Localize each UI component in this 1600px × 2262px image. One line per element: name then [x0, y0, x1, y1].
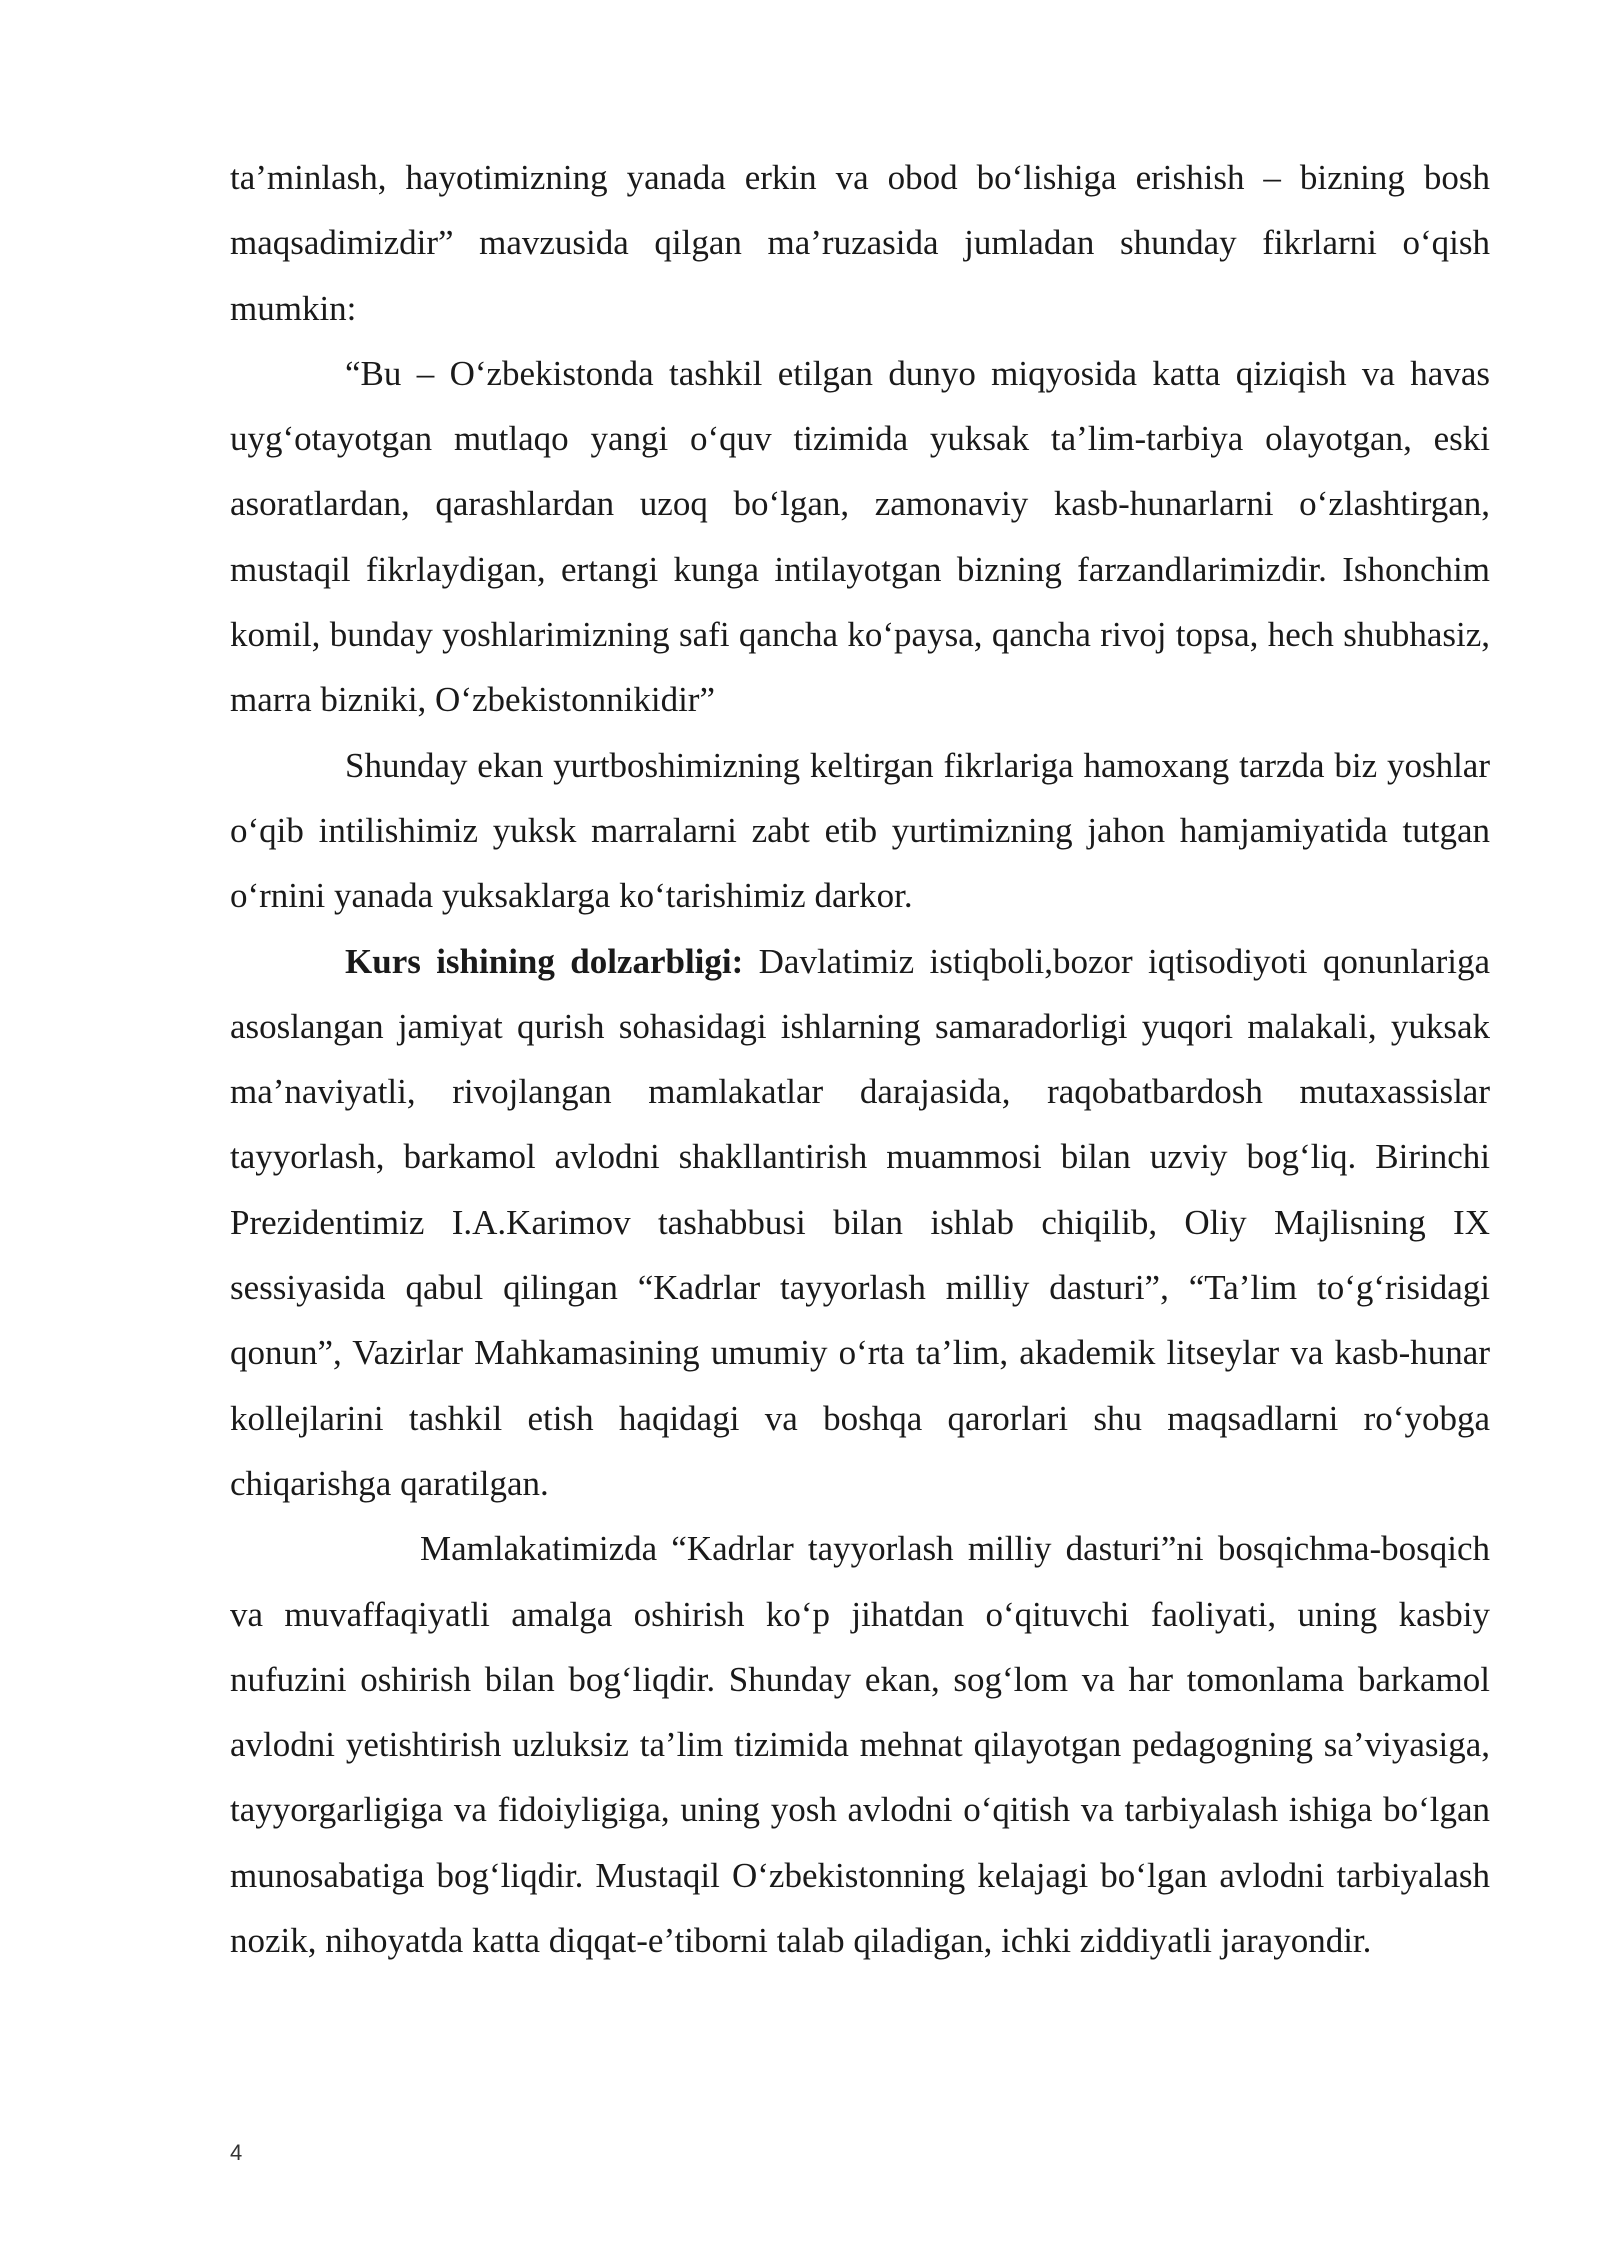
page-number: 4 [230, 2140, 243, 2165]
paragraph-5: Mamlakatimizda “Kadrlar tayyorlash milliy dasturi”ni bosqichma-bosqich va muvaffaqiyatli amalga oshirish ko‘p jihatdan o‘qituvchi faoliyati, uning kasbiy nufuzini oshirish bilan bog‘liqdir. Shunday ekan, sog‘lom va har tomonlama barkamol avlodni yetishtirish uzluksiz ta’lim tizimida mehnat qilayotgan pedagogning sa’viyasiga, tayyorgarligiga va fidoiyligiga, uning yosh avlodni o‘qitish va tarbiyalash ishiga bo‘lgan munosabatiga bog‘liqdir. Mustaqil O‘zbekistonning kelajagi bo‘lgan avlodni tarbiyalash nozik, nihoyatda katta diqqat-e’tiborni talab qiladigan, ichki ziddiyatli jarayondir. [230, 1529, 1490, 1961]
paragraph-4-body: Davlatimiz istiqboli,bozor iqtisodiyoti qonunlariga asoslangan jamiyat qurish sohasidagi ishlarning samaradorligi yuqori malakali, yuksak ma’naviyatli, rivojlangan mamlakatlar darajasida, raqobatbardosh mutaxassislar tayyorlash, barkamol avlodni shakllantirish muammosi bilan uzviy bog‘liq. Birinchi Prezidentimiz I.A.Karimov tashabbusi bilan ishlab chiqilib, Oliy Majlisning IX sessiyasida qabul qilingan “Kadrlar tayyorlash milliy dasturi”, “Ta’lim to‘g‘risidagi qonun”, Vazirlar Mahkamasining umumiy o‘rta ta’lim, akademik litseylar va kasb-hunar kollejlarini tashkil etish haqidagi va boshqa qarorlari shu maqsadlarni ro‘yobga chiqarishga qaratilgan. [230, 941, 1490, 1503]
paragraph-3: Shunday ekan yurtboshimizning keltirgan fikrlariga hamoxang tarzda biz yoshlar o‘qib intilishimiz yuksk marralarni zabt etib yurtimizning jahon hamjamiyatida tutgan o‘rnini yanada yuksaklarga ko‘tarishimiz darkor. [230, 745, 1490, 916]
paragraph-1: ta’minlash, hayotimizning yanada erkin va obod bo‘lishiga erishish – bizning bosh maqsadimizdir” mavzusida qilgan ma’ruzasida jumladan shunday fikrlarni o‘qish mumkin: [230, 158, 1490, 328]
section-heading: Kurs ishining dolzarbligi: [345, 941, 744, 981]
paragraph-4 [230, 929, 1490, 1517]
body-text [230, 145, 1490, 1973]
paragraph-2-quote: “Bu – O‘zbekistonda tashkil etilgan dunyo miqyosida katta qiziqish va havas uyg‘otayotgan mutlaqo yangi o‘quv tizimida yuksak ta’lim-tarbiya olayotgan, eski asoratlardan, qarashlardan uzoq bo‘lgan, zamonaviy kasb-hunarlarni o‘zlashtirgan, mustaqil fikrlaydigan, ertangi kunga intilayotgan bizning farzandlarimizdir. Ishonchim komil, bunday yoshlarimizning safi qancha ko‘paysa, qancha rivoj topsa, hech shubhasiz, marra bizniki, O‘zbekistonnikidir” [230, 353, 1490, 720]
